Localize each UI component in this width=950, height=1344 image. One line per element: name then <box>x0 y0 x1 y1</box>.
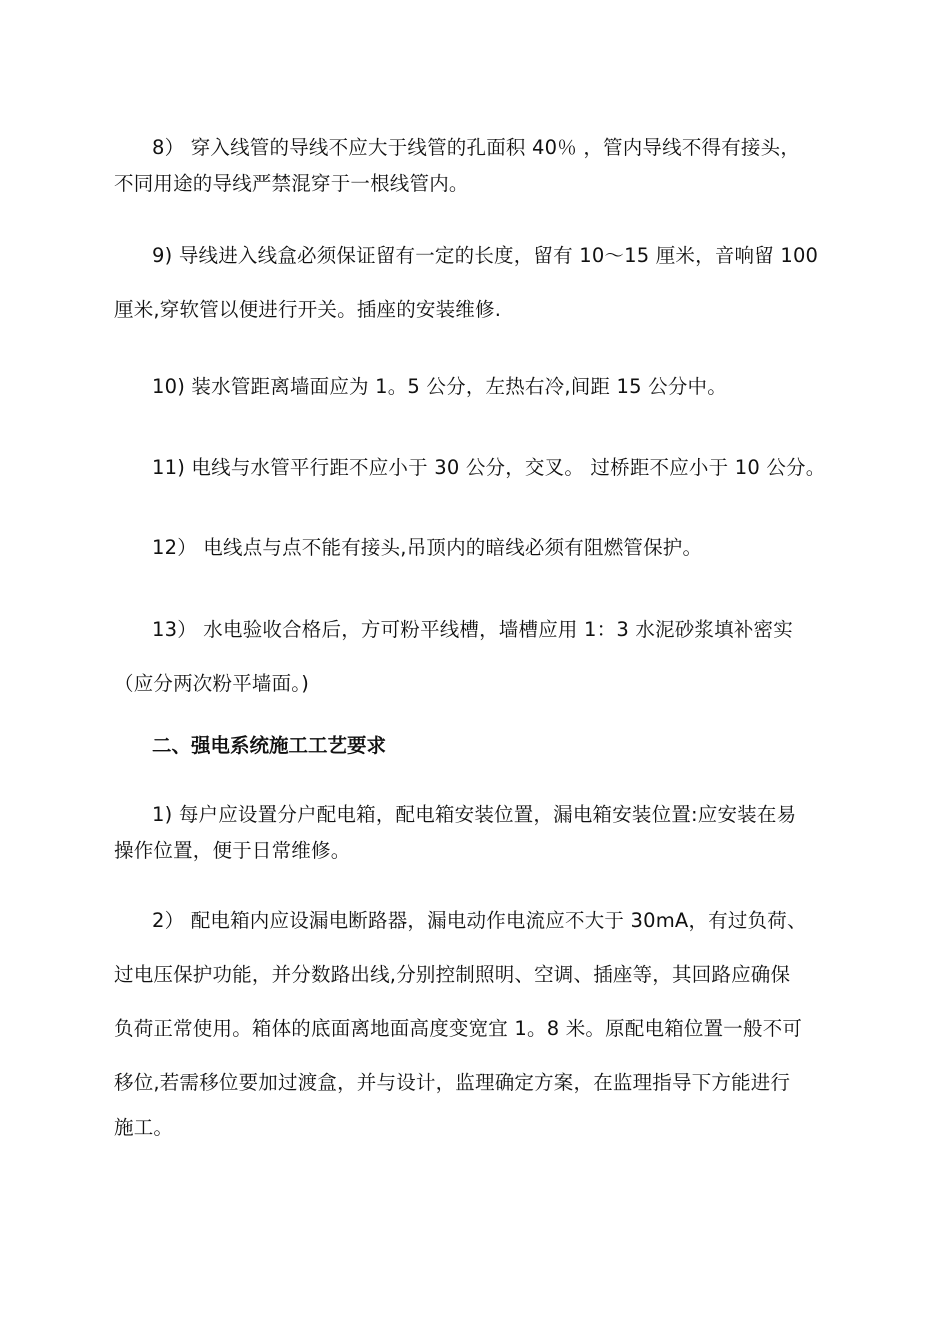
paragraph-10 <box>114 360 866 414</box>
paragraph-9-line-2: 厘米,穿软管以便进行开关。插座的安装维修. <box>114 298 502 321</box>
section-paragraph-2-line-1: 2） 配电箱内应设漏电断路器，漏电动作电流应不大于 30mA，有过负荷、 <box>152 909 807 932</box>
paragraph-12 <box>114 521 866 575</box>
section-paragraph-1-line-2: 操作位置，便于日常维修。 <box>114 839 351 862</box>
section-paragraph-2 <box>114 894 866 1146</box>
paragraph-9-line-1: 9) 导线进入线盒必须保证留有一定的长度，留有 10～15 厘米，音响留 100 <box>152 244 819 267</box>
section-paragraph-2-line-3: 负荷正常使用。箱体的底面离地面高度变宽宜 1。8 米。原配电箱位置一般不可 <box>114 1017 803 1040</box>
paragraph-8 <box>114 130 866 202</box>
section-paragraph-2-line-4: 移位,若需移位要加过渡盒，并与设计，监理确定方案，在监理指导下方能进行 <box>114 1071 791 1094</box>
paragraph-13-line-2: （应分两次粉平墙面。) <box>114 672 310 695</box>
paragraph-11 <box>114 441 866 495</box>
section-paragraph-1 <box>114 797 866 869</box>
section-paragraph-2-line-5: 施工。 <box>114 1116 174 1139</box>
paragraph-9 <box>114 229 866 337</box>
paragraph-10-line-1: 10) 装水管距离墙面应为 1。5 公分，左热右冷,间距 15 公分中。 <box>152 375 727 398</box>
paragraph-11-line-1: 11) 电线与水管平行距不应小于 30 公分，交叉。 过桥距不应小于 10 公分。 <box>152 456 826 479</box>
paragraph-8-line-1: 8） 穿入线管的导线不应大于线管的孔面积 40％ ，管内导线不得有接头， <box>152 136 801 159</box>
section-heading: 二、强电系统施工工艺要求 <box>152 734 387 757</box>
section-paragraph-2-line-2: 过电压保护功能，并分数路出线,分别控制照明、空调、插座等，其回路应确保 <box>114 963 791 986</box>
paragraph-13-line-1: 13） 水电验收合格后，方可粉平线槽，墙槽应用 1：3 水泥砂浆填补密实 <box>152 618 793 641</box>
paragraph-12-line-1: 12） 电线点与点不能有接头,吊顶内的暗线必须有阻燃管保护。 <box>152 536 703 559</box>
section-paragraph-1-line-1: 1) 每户应设置分户配电箱，配电箱安装位置，漏电箱安装位置:应安装在易 <box>152 803 797 826</box>
paragraph-13 <box>114 603 866 711</box>
paragraph-8-line-2: 不同用途的导线严禁混穿于一根线管内。 <box>114 172 469 195</box>
